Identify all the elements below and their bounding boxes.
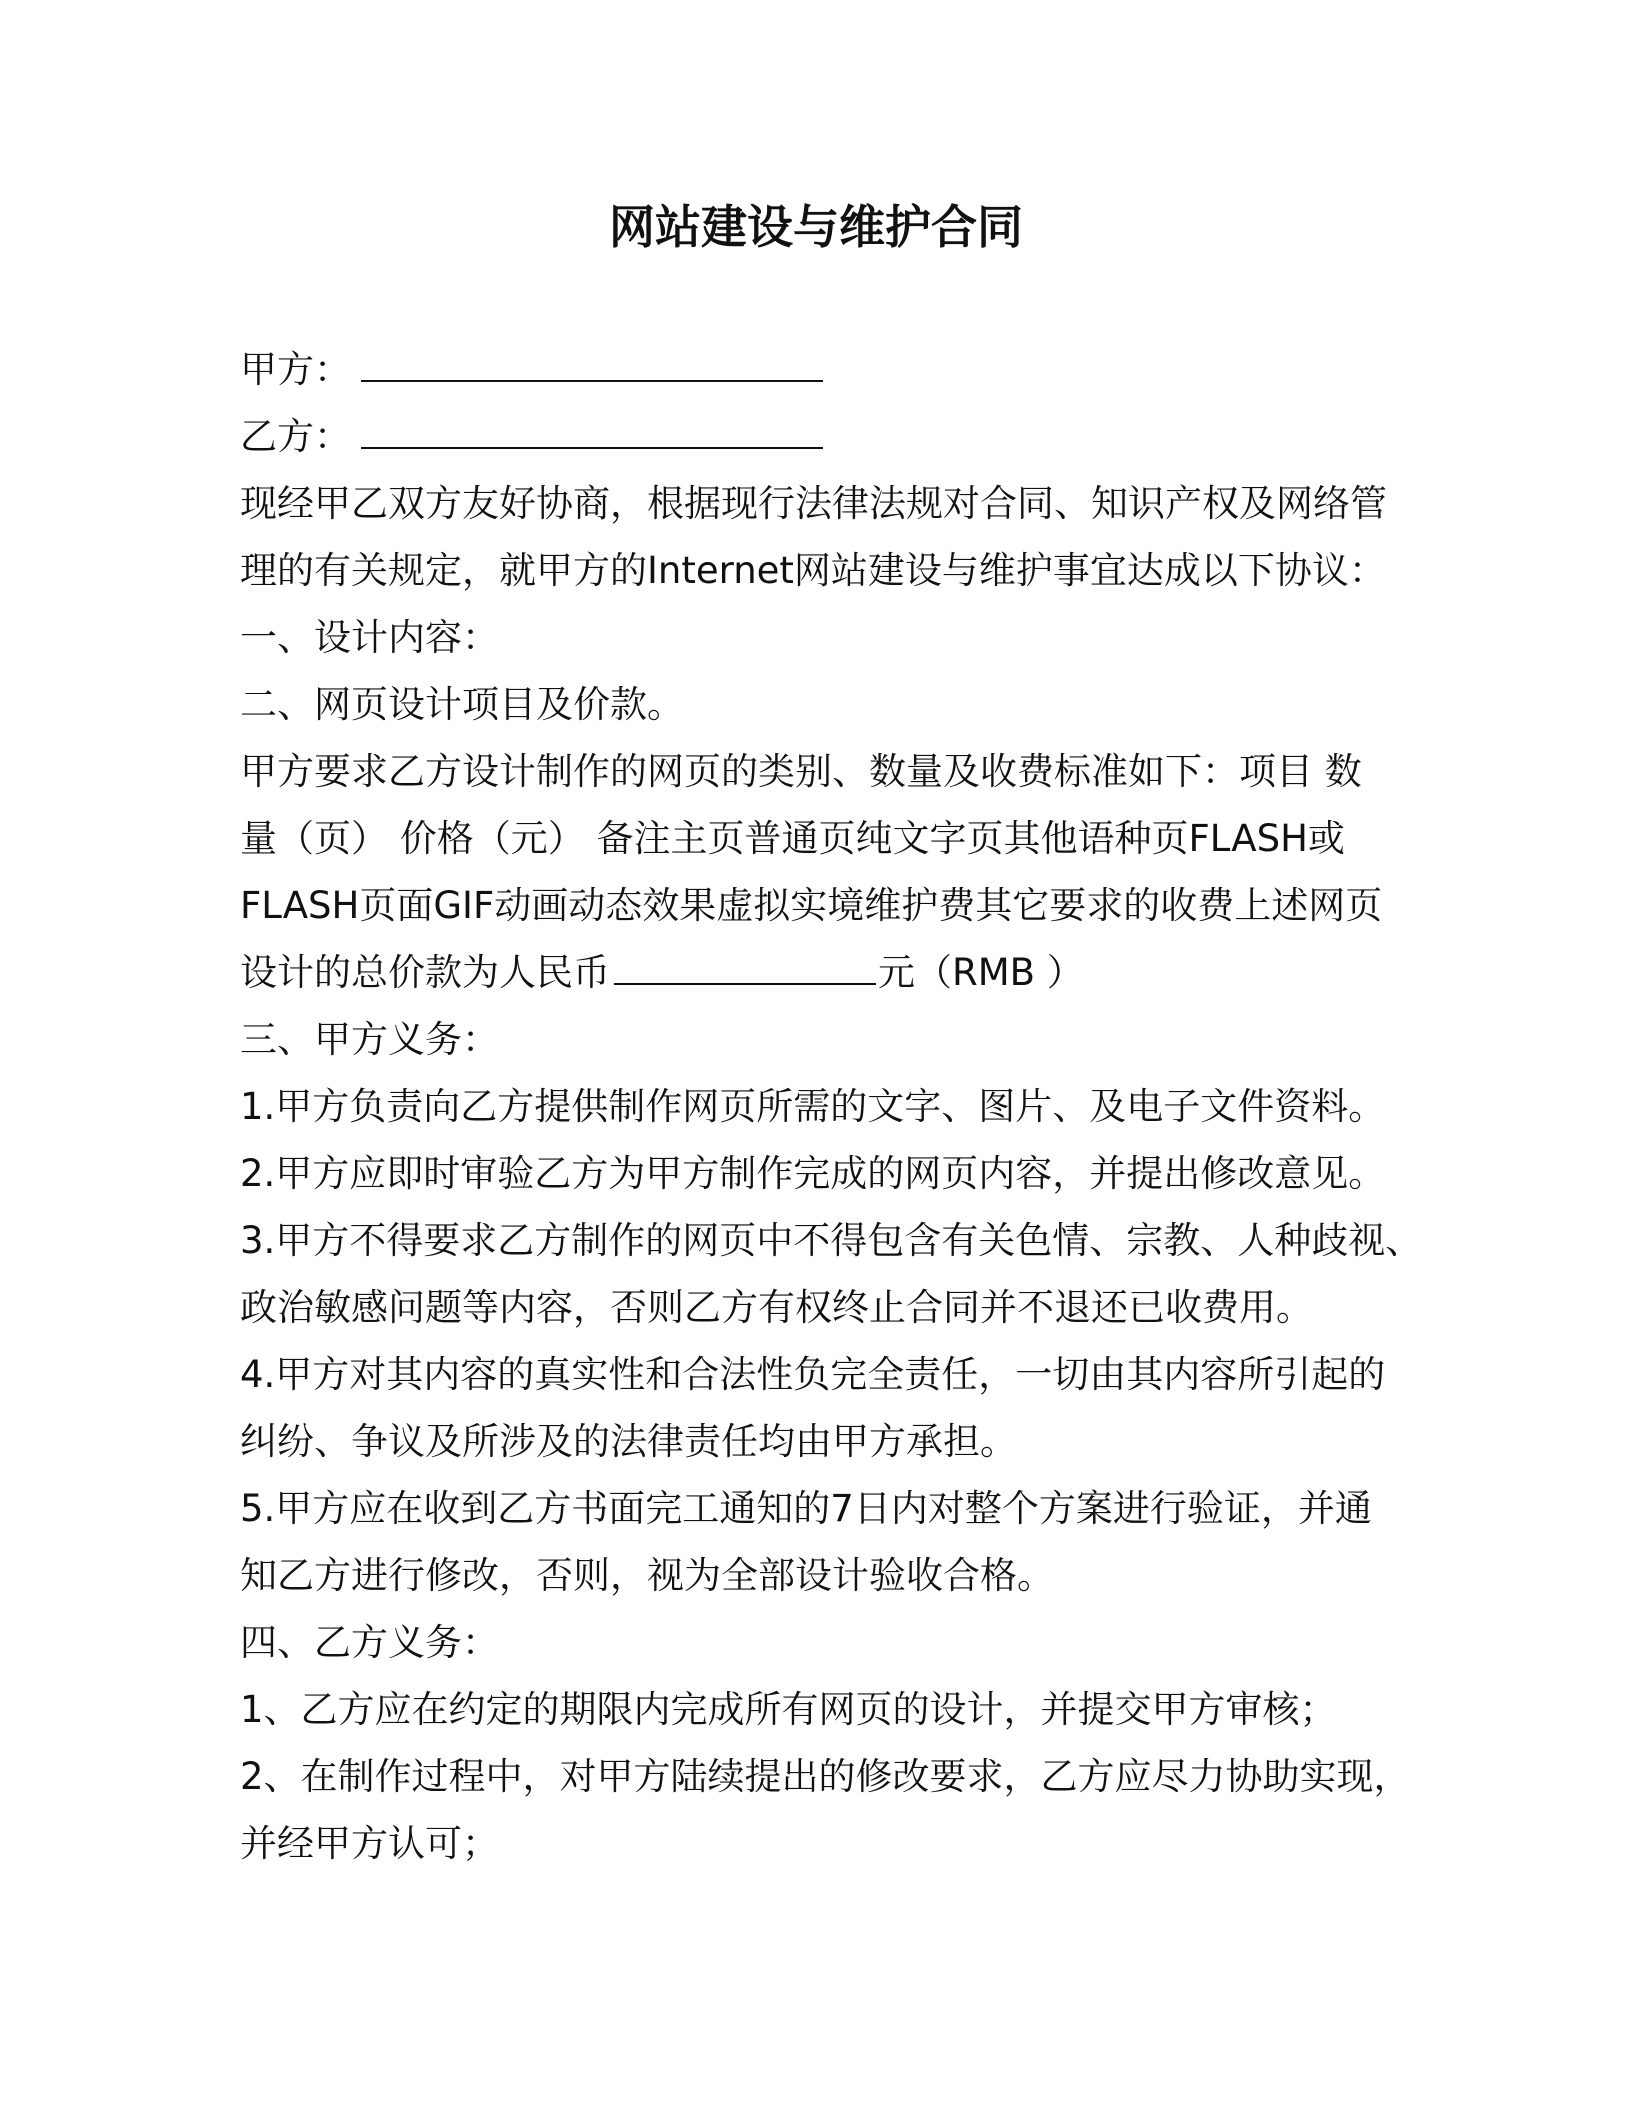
body-line: 纠纷、争议及所涉及的法律责任均由甲方承担。 (240, 1420, 1017, 1463)
body-line: 并经甲方认可； (240, 1822, 499, 1865)
party-b-label: 乙方： (240, 415, 351, 458)
body-line: 理的有关规定，就甲方的Internet网站建设与维护事宜达成以下协议： (240, 549, 1386, 592)
body-line: 2.甲方应即时审验乙方为甲方制作完成的网页内容，并提出修改意见。 (240, 1152, 1386, 1195)
party-a-blank (361, 350, 823, 382)
section-heading: 四、乙方义务： (240, 1621, 499, 1664)
section-heading: 三、甲方义务： (240, 1018, 499, 1061)
body-line: 现经甲乙双方友好协商，根据现行法律法规对合同、知识产权及网络管 (240, 482, 1387, 525)
party-b-line (240, 403, 1390, 470)
section-heading: 二、网页设计项目及价款。 (240, 683, 684, 726)
party-a-line (240, 336, 1390, 403)
body-line: 1.甲方负责向乙方提供制作网页所需的文字、图片、及电子文件资料。 (240, 1085, 1386, 1128)
price-line-suffix: 元（RMB ） (878, 951, 1084, 994)
body-line: 量（页） 价格（元） 备注主页普通页纯文字页其他语种页FLASH或 (240, 817, 1345, 860)
document-body (240, 336, 1423, 1877)
price-line (240, 939, 1390, 1006)
body-line: 2、在制作过程中，对甲方陆续提出的修改要求，乙方应尽力协助实现， (240, 1755, 1411, 1798)
body-line: 3.甲方不得要求乙方制作的网页中不得包含有关色情、宗教、人种歧视、 (240, 1219, 1423, 1262)
body-line: 1、乙方应在约定的期限内完成所有网页的设计，并提交甲方审核； (240, 1688, 1337, 1731)
price-line-prefix: 设计的总价款为人民币 (240, 951, 610, 994)
body-line: 知乙方进行修改，否则，视为全部设计验收合格。 (240, 1554, 1054, 1597)
body-line: 5.甲方应在收到乙方书面完工通知的7日内对整个方案进行验证，并通 (240, 1487, 1372, 1530)
body-line: 政治敏感问题等内容，否则乙方有权终止合同并不退还已收费用。 (240, 1286, 1313, 1329)
party-b-blank (361, 417, 823, 449)
party-a-label: 甲方： (240, 348, 351, 391)
body-line: FLASH页面GIF动画动态效果虚拟实境维护费其它要求的收费上述网页 (240, 884, 1383, 927)
body-line: 甲方要求乙方设计制作的网页的类别、数量及收费标准如下：项目 数 (240, 750, 1362, 793)
price-blank (614, 953, 876, 985)
document-title: 网站建设与维护合同 (609, 200, 1023, 254)
section-heading: 一、设计内容： (240, 616, 499, 659)
body-line: 4.甲方对其内容的真实性和合法性负完全责任，一切由其内容所引起的 (240, 1353, 1386, 1396)
